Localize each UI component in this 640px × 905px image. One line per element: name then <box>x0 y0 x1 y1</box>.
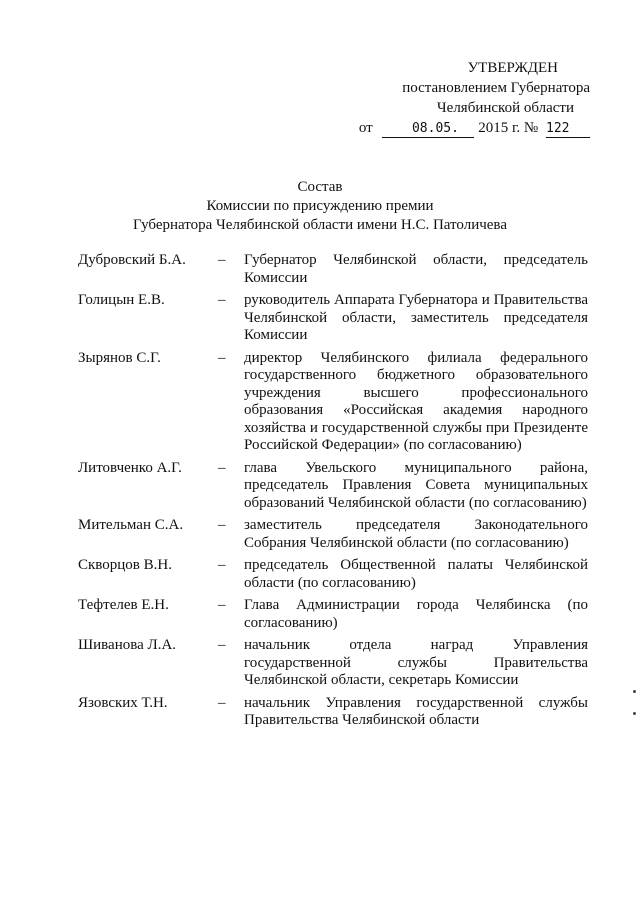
heading-subtitle-1: Комиссии по присуждению премии <box>206 198 434 214</box>
member-row <box>78 252 588 287</box>
member-role: начальник Управления государственной службы Правительства Челябинской области <box>244 694 588 728</box>
member-dash: – <box>218 252 226 268</box>
member-name: Дубровский Б.А. <box>78 252 186 268</box>
member-name: Шиванова Л.А. <box>78 637 177 653</box>
approval-stamp <box>330 58 590 138</box>
heading-subtitle-2: Губернатора Челябинской области имени Н.С. Патоличева <box>133 217 507 233</box>
member-name: Литовченко А.Г. <box>78 459 182 476</box>
member-row <box>78 460 588 513</box>
heading-title: Состав <box>297 179 343 195</box>
member-name: Голицын Е.В. <box>78 292 165 308</box>
member-row <box>78 597 588 632</box>
member-dash: – <box>218 694 226 711</box>
member-row <box>78 350 588 455</box>
member-row <box>78 292 588 345</box>
member-row <box>78 517 588 552</box>
member-name: Зырянов С.Г. <box>78 349 161 366</box>
member-name: Скворцов В.Н. <box>78 557 172 573</box>
date-value: 08.05. <box>382 121 474 138</box>
member-row <box>78 637 588 690</box>
member-name: Мительман С.А. <box>78 517 184 533</box>
member-dash: – <box>218 349 226 366</box>
member-dash: – <box>218 637 226 653</box>
member-role: Глава Администрации города Челябинска (по согласованию) <box>244 597 588 631</box>
member-dash: – <box>218 557 226 573</box>
member-list <box>78 252 588 735</box>
member-name: Тефтелев Е.Н. <box>78 597 169 613</box>
member-role: глава Увельского муниципального района, председатель Правления Совета муниципальных образований Челябинской области (по согласованию) <box>244 459 588 511</box>
member-role: начальник отдела наград Управления государственной службы Правительства Челябинской области, секретарь Комиссии <box>244 637 588 688</box>
approval-date-line <box>330 118 590 138</box>
approval-title: УТВЕРЖДЕН <box>467 60 558 76</box>
member-role: руководитель Аппарата Губернатора и Правительства Челябинской области, заместитель председателя Комиссии <box>244 292 588 343</box>
member-dash: – <box>218 459 226 476</box>
scan-speck <box>633 712 636 715</box>
member-name: Язовских Т.Н. <box>78 694 168 711</box>
member-role: заместитель председателя Законодательного Собрания Челябинской области (по согласованию) <box>244 517 588 551</box>
member-row <box>78 695 588 730</box>
date-prefix: от <box>358 120 373 136</box>
member-role: председатель Общественной палаты Челябинской области (по согласованию) <box>244 557 588 591</box>
member-role: директор Челябинского филиала федерального государственного бюджетного образовательного учреждения высшего профессионального образования «Российская академия народного хозяйства и государственной службы при Президенте Российской Федерации» (по согласованию) <box>244 349 588 453</box>
year-text: 2015 г. № <box>478 120 539 136</box>
approval-line-1: постановлением Губернатора <box>402 80 590 96</box>
member-dash: – <box>218 597 226 613</box>
member-dash: – <box>218 292 226 308</box>
scan-speck <box>633 690 636 693</box>
member-role: Губернатор Челябинской области, председатель Комиссии <box>244 252 588 286</box>
member-row <box>78 557 588 592</box>
member-dash: – <box>218 517 226 533</box>
decree-number: 122 <box>546 121 590 138</box>
approval-line-2: Челябинской области <box>436 100 574 116</box>
document-heading <box>0 178 640 235</box>
